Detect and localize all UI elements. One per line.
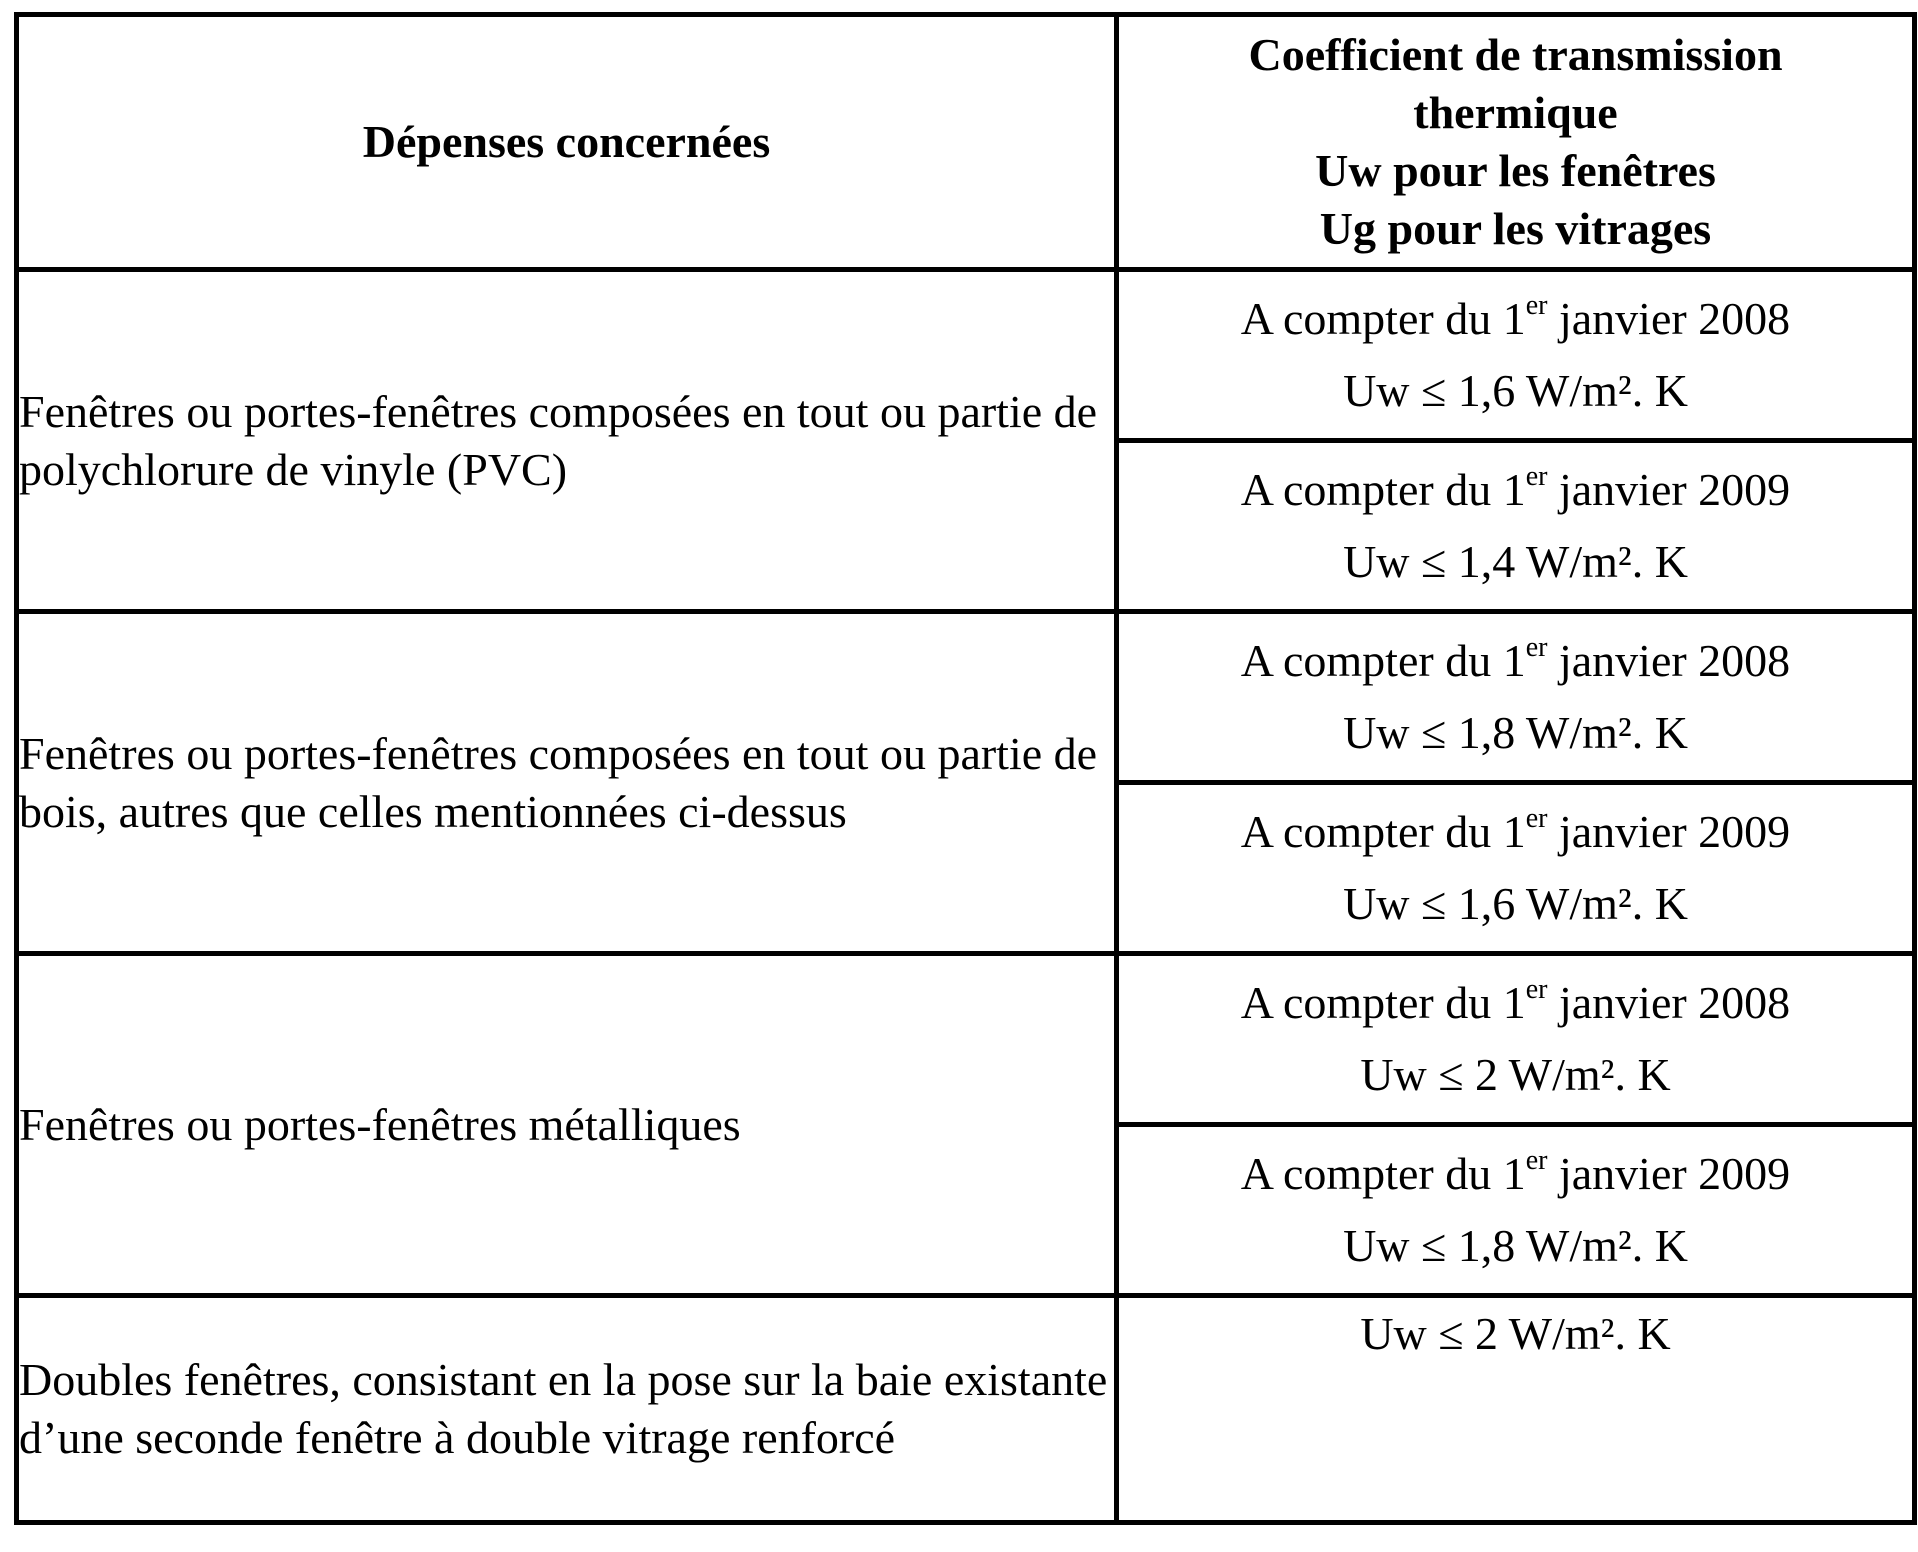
coefficient-value: Uw ≤ 1,6 W/m². K — [1343, 365, 1688, 416]
description-cell — [17, 1296, 1117, 1523]
table-row — [17, 954, 1915, 1125]
header-coefficient-line: Coefficient de transmission — [1248, 29, 1783, 80]
date-line: A compter du 1er janvier 2009 — [1240, 1144, 1791, 1199]
table-row — [17, 1296, 1915, 1523]
date-line: A compter du 1er janvier 2008 — [1240, 631, 1791, 686]
header-coefficient-line: Uw pour les fenêtres — [1315, 145, 1716, 196]
coefficient-value: Uw ≤ 2 W/m². K — [1360, 1308, 1671, 1359]
coefficient-cell — [1117, 954, 1915, 1125]
description-cell — [17, 954, 1117, 1296]
header-depenses-label: Dépenses concernées — [362, 116, 771, 167]
description-text: Doubles fenêtres, consistant en la pose sur la baie existante d’une seconde fenêtre à double vitrage renforcé — [19, 1354, 1108, 1463]
date-line: A compter du 1er janvier 2009 — [1240, 460, 1791, 515]
description-cell — [17, 612, 1117, 954]
description-cell — [17, 270, 1117, 612]
coefficient-cell — [1117, 783, 1915, 954]
header-cell-coefficient — [1117, 15, 1915, 270]
coefficient-value: Uw ≤ 2 W/m². K — [1360, 1049, 1671, 1100]
table-row — [17, 270, 1915, 441]
coefficient-value: Uw ≤ 1,8 W/m². K — [1343, 1220, 1688, 1271]
coefficient-cell — [1117, 1125, 1915, 1296]
coefficient-cell — [1117, 612, 1915, 783]
table-header-row — [17, 15, 1915, 270]
thermal-coefficient-table — [14, 12, 1917, 1525]
description-text: Fenêtres ou portes-fenêtres composées en tout ou partie de polychlorure de vinyle (PVC) — [19, 385, 1098, 495]
coefficient-cell — [1117, 1296, 1915, 1523]
date-line: A compter du 1er janvier 2009 — [1240, 802, 1791, 857]
table-row — [17, 612, 1915, 783]
coefficient-cell — [1117, 270, 1915, 441]
description-text: Fenêtres ou portes-fenêtres composées en tout ou partie de bois, autres que celles mentionnées ci-dessus — [19, 727, 1098, 837]
header-cell-depenses — [17, 15, 1117, 270]
header-coefficient-line: Ug pour les vitrages — [1319, 203, 1712, 254]
coefficient-cell — [1117, 441, 1915, 612]
coefficient-value: Uw ≤ 1,6 W/m². K — [1343, 878, 1688, 929]
description-text: Fenêtres ou portes-fenêtres métalliques — [19, 1098, 741, 1150]
date-line: A compter du 1er janvier 2008 — [1240, 973, 1791, 1028]
coefficient-value: Uw ≤ 1,8 W/m². K — [1343, 707, 1688, 758]
header-coefficient-line: thermique — [1413, 87, 1618, 138]
date-line: A compter du 1er janvier 2008 — [1240, 289, 1791, 344]
coefficient-value: Uw ≤ 1,4 W/m². K — [1343, 536, 1688, 587]
